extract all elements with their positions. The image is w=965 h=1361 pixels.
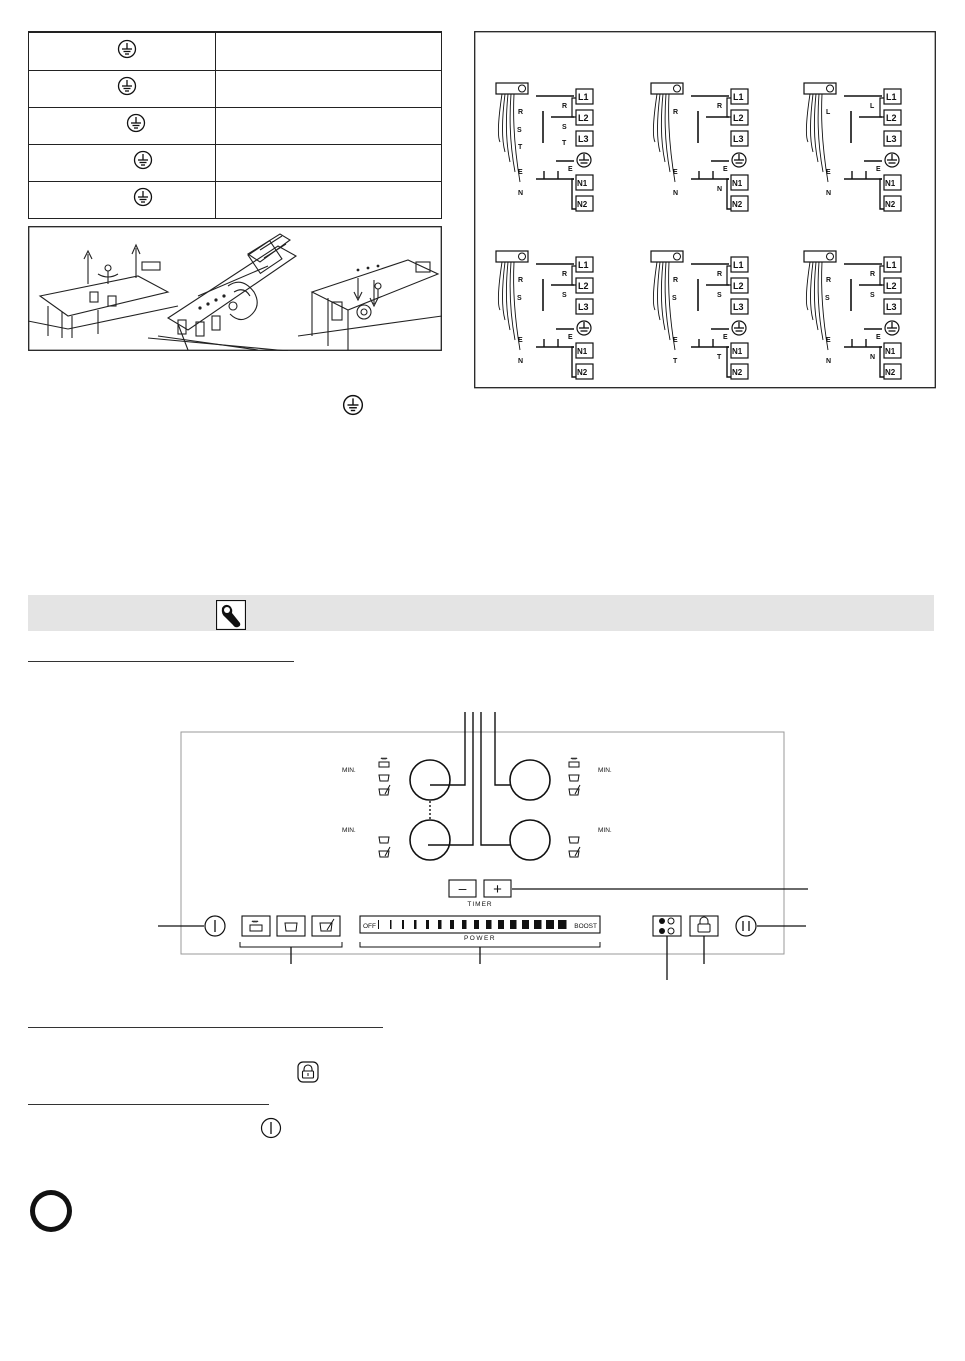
ground-symbol-icon — [133, 150, 153, 170]
wire-label: E — [518, 169, 523, 176]
function-button-keep-warm[interactable] — [277, 916, 305, 936]
power-slider[interactable] — [360, 916, 600, 933]
warning-circle-icon — [28, 1188, 74, 1234]
power-level-mark — [438, 920, 442, 929]
wire-label: R — [826, 277, 832, 284]
wire-label: S — [672, 295, 677, 302]
function-button-simmer[interactable] — [312, 916, 340, 936]
power-boost-label: BOOST — [574, 923, 597, 930]
ground-symbol-icon — [133, 187, 153, 207]
power-level-mark — [402, 920, 404, 929]
power-level-mark — [390, 920, 392, 929]
terminal-label: L2 — [733, 281, 744, 291]
power-level-mark — [558, 920, 567, 929]
wire-label: R — [562, 103, 568, 110]
terminal-label: L1 — [733, 260, 744, 270]
power-level-mark — [486, 920, 492, 929]
wire-label: E — [876, 334, 881, 341]
terminal-label: N2 — [732, 368, 743, 377]
power-off-label: OFF — [363, 923, 376, 930]
wire-label: R — [870, 271, 876, 278]
control-panel-diagram — [150, 712, 820, 984]
wire-label: T — [717, 354, 722, 361]
min-label-right-bottom: MIN. — [598, 827, 612, 834]
wire-label: N — [826, 190, 832, 197]
min-label-right-top: MIN. — [598, 767, 612, 774]
wire-label: S — [870, 292, 875, 299]
timer-label: TIMER — [467, 901, 493, 908]
timer-plus-button[interactable] — [484, 880, 511, 898]
terminal-label: L3 — [733, 302, 744, 312]
terminal-label: L1 — [886, 92, 897, 102]
wire-label: T — [673, 358, 678, 365]
wire-label: S — [517, 295, 522, 302]
wire-label: L — [826, 109, 831, 116]
function-button-boil[interactable] — [242, 916, 270, 936]
wire-label: E — [673, 169, 678, 176]
power-label: POWER — [463, 935, 497, 942]
wire-label: N — [717, 186, 723, 193]
pause-button[interactable] — [736, 916, 756, 936]
wire-label: R — [673, 109, 679, 116]
terminal-label: L2 — [578, 113, 589, 123]
power-level-mark — [378, 920, 379, 929]
hob-back-right-zone — [510, 760, 550, 800]
power-level-mark — [534, 920, 542, 929]
timer-minus-button[interactable] — [449, 880, 476, 897]
terminal-label: L2 — [578, 281, 589, 291]
ground-symbol-icon — [117, 76, 137, 96]
svg-text:–: – — [458, 880, 467, 896]
terminal-label: L3 — [886, 302, 897, 312]
terminal-label: N2 — [885, 200, 896, 209]
finger-touch-icon — [216, 600, 246, 630]
terminal-label: L3 — [733, 134, 744, 144]
min-label-left-top: MIN. — [342, 767, 356, 774]
power-level-mark — [450, 920, 454, 929]
terminal-label: N1 — [885, 179, 896, 188]
power-level-mark — [462, 920, 467, 929]
terminal-label: L3 — [578, 134, 589, 144]
table-row — [29, 181, 442, 218]
padlock-icon — [297, 1061, 319, 1083]
wire-label: E — [826, 169, 831, 176]
pot-icons-left-top — [379, 758, 390, 795]
wire-label: E — [876, 166, 881, 173]
wire-label: E — [568, 334, 573, 341]
wire-label: L — [870, 103, 875, 110]
wire-label: S — [825, 295, 830, 302]
power-level-mark — [474, 920, 479, 929]
table-row — [29, 33, 442, 70]
terminal-label: N2 — [577, 368, 588, 377]
terminal-label: L3 — [886, 134, 897, 144]
wire-label: R — [717, 271, 723, 278]
wire-label: R — [518, 277, 524, 284]
terminal-label: N1 — [732, 347, 743, 356]
table-row — [29, 107, 442, 144]
wire-label: R — [673, 277, 679, 284]
wire-label: N — [826, 358, 832, 365]
wire-label: T — [518, 144, 523, 151]
wiring-diagrams-panel — [474, 31, 936, 389]
ground-symbol-icon — [342, 394, 364, 416]
terminal-label: L3 — [578, 302, 589, 312]
wire-label: S — [562, 124, 567, 131]
terminal-label: L1 — [578, 92, 589, 102]
terminal-label: L2 — [886, 113, 897, 123]
heading-underline — [28, 661, 294, 662]
wire-label: N — [870, 354, 876, 361]
wire-label: N — [518, 358, 524, 365]
connection-table — [28, 31, 442, 219]
wire-label: R — [518, 109, 524, 116]
min-label-left-bottom: MIN. — [342, 827, 356, 834]
wire-label: R — [717, 103, 723, 110]
terminal-label: L2 — [886, 281, 897, 291]
wire-label: S — [562, 292, 567, 299]
hob-rear-left-zone — [410, 820, 450, 860]
wire-label: N — [673, 190, 679, 197]
wiring-diagram — [496, 83, 593, 211]
terminal-label: L1 — [886, 260, 897, 270]
wire-label: E — [723, 334, 728, 341]
heading-underline — [28, 1104, 269, 1105]
terminal-label: L1 — [578, 260, 589, 270]
wiring-diagram — [651, 83, 748, 211]
wire-label: N — [518, 190, 524, 197]
hob-rear-right-zone — [510, 820, 550, 860]
ground-symbol-icon — [126, 113, 146, 133]
section-header-bar — [28, 595, 934, 631]
pot-icons-right-bottom — [569, 837, 580, 857]
pot-icons-left-bottom — [379, 837, 390, 857]
power-on-off-icon — [260, 1117, 282, 1139]
terminal-label: N1 — [732, 179, 743, 188]
terminal-label: N2 — [885, 368, 896, 377]
pot-icons-right-top — [569, 758, 580, 795]
power-on-off-button[interactable] — [205, 916, 225, 936]
power-level-mark — [414, 920, 417, 929]
power-level-mark — [498, 920, 504, 929]
svg-text:+: + — [493, 881, 502, 898]
ground-symbol-icon — [117, 39, 137, 59]
wire-label: T — [562, 140, 567, 147]
wiring-diagram — [651, 251, 748, 379]
terminal-label: N1 — [885, 347, 896, 356]
terminal-label: N1 — [577, 347, 588, 356]
power-level-mark — [522, 920, 529, 929]
terminal-label: N1 — [577, 179, 588, 188]
wire-label: S — [517, 127, 522, 134]
terminal-label: N2 — [577, 200, 588, 209]
power-level-mark — [426, 920, 429, 929]
wire-label: E — [723, 166, 728, 173]
table-row — [29, 70, 442, 107]
terminal-label: L1 — [733, 92, 744, 102]
power-level-mark — [546, 920, 554, 929]
wiring-diagram — [804, 251, 901, 379]
terminal-label: L2 — [733, 113, 744, 123]
wire-label: S — [717, 292, 722, 299]
wiring-diagram — [496, 251, 593, 379]
wire-label: R — [562, 271, 568, 278]
wire-label: E — [518, 337, 523, 344]
lock-button[interactable] — [690, 916, 718, 936]
heading-underline — [28, 1027, 383, 1028]
hob-front-left-zone — [410, 760, 450, 800]
table-row — [29, 144, 442, 181]
wire-label: E — [826, 337, 831, 344]
wire-label: E — [673, 337, 678, 344]
installation-illustration — [28, 226, 442, 351]
terminal-label: N2 — [732, 200, 743, 209]
wire-label: E — [568, 166, 573, 173]
zone-select-button[interactable] — [653, 916, 681, 936]
power-level-mark — [510, 920, 517, 929]
wiring-diagram — [804, 83, 901, 211]
